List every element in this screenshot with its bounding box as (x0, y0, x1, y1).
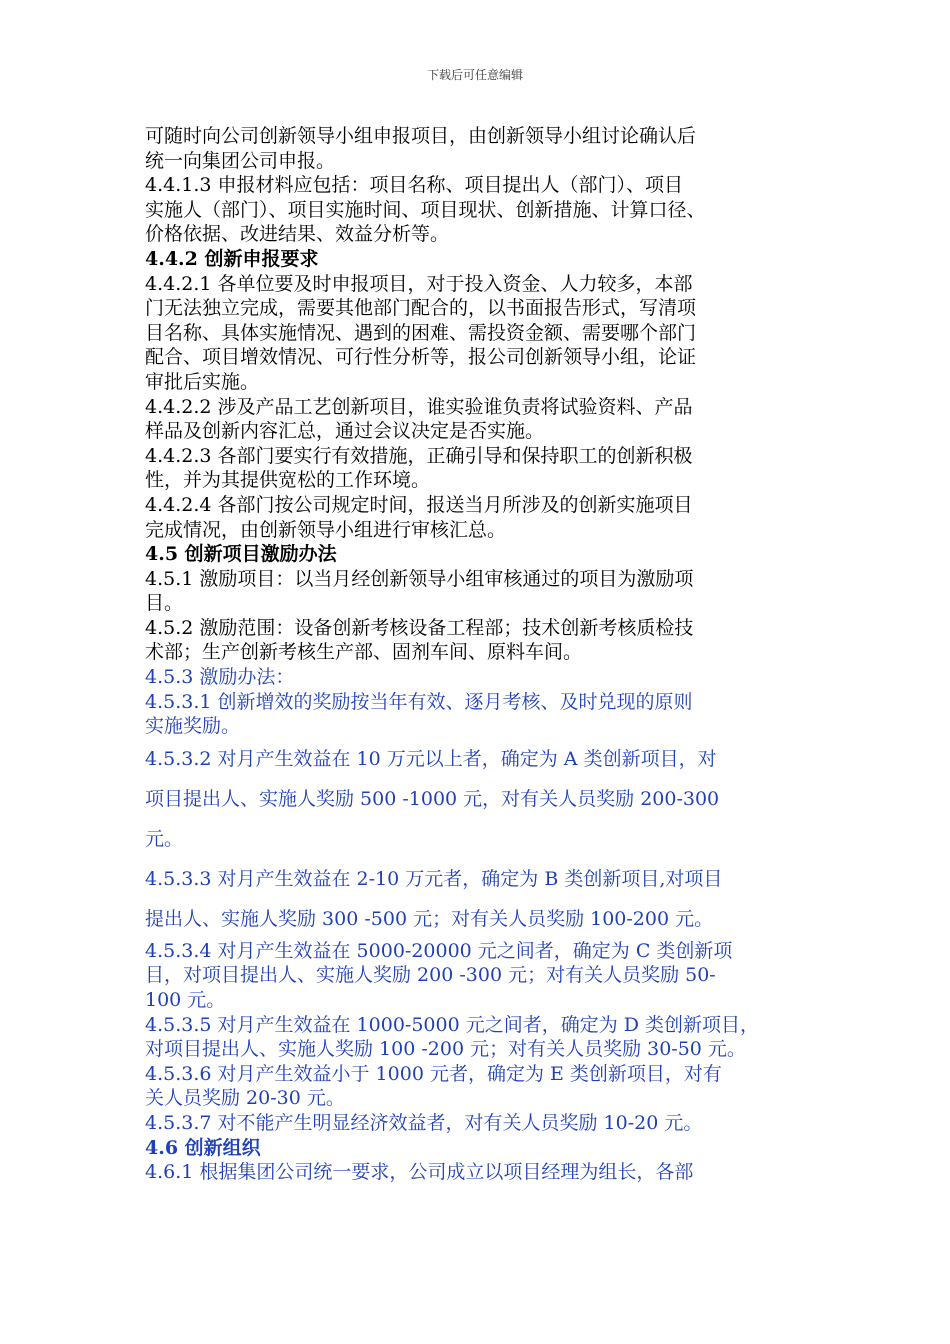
text-line: 统一向集团公司申报。 (145, 149, 336, 172)
text-line: 审批后实施。 (145, 370, 260, 393)
text-line: 4.5.3.2 对月产生效益在 10 万元以上者，确定为 A 类创新项目，对 (145, 747, 717, 770)
page-header: 下载后可任意编辑 (426, 68, 523, 82)
text-line: 4.5.3.3 对月产生效益在 2-10 万元者，确定为 B 类创新项目,对项目 (145, 867, 723, 890)
text-line: 4.4.1.3 申报材料应包括：项目名称、项目提出人（部门）、项目 (145, 174, 684, 197)
text-line: 4.4.2.2 涉及产品工艺创新项目，谁实验谁负责将试验资料、产品 (145, 395, 693, 418)
text-line: 100 元。 (145, 989, 226, 1012)
text-line: 4.5.2 激励范围：设备创新考核设备工程部；技术创新考核质检技 (145, 616, 694, 639)
text-line: 性，并为其提供宽松的工作环境。 (145, 469, 431, 492)
text-line: 提出人、实施人奖励 300 -500 元；对有关人员奖励 100-200 元。 (145, 907, 714, 930)
text-line: 4.4.2.4 各部门按公司规定时间，报送当月所涉及的创新实施项目 (145, 493, 693, 516)
text-line: 实施人（部门）、项目实施时间、项目现状、创新措施、计算口径、 (145, 198, 706, 221)
text-line: 门无法独立完成，需要其他部门配合的，以书面报告形式，写清项 (145, 297, 697, 320)
text-line: 对项目提出人、实施人奖励 100 -200 元；对有关人员奖励 30-50 元。 (145, 1038, 746, 1061)
text-line: 4.4.2.3 各部门要实行有效措施，正确引导和保持职工的创新积极 (145, 444, 693, 467)
text-line: 4.5.3.7 对不能产生明显经济效益者，对有关人员奖励 10-20 元。 (145, 1112, 703, 1134)
text-line: 4.6.1 根据集团公司统一要求，公司成立以项目经理为组长，各部 (145, 1161, 694, 1184)
text-line: 4.4.2.1 各单位要及时申报项目，对于投入资金、人力较多，本部 (145, 272, 693, 295)
section-heading: 4.6 创新组织 (145, 1136, 261, 1159)
section-heading: 4.5 创新项目激励办法 (145, 543, 337, 566)
text-line: 目。 (145, 592, 184, 615)
text-line: 元。 (145, 827, 184, 850)
text-line: 术部；生产创新考核生产部、固剂车间、原料车间。 (145, 641, 583, 664)
text-line: 4.5.3 激励办法： (145, 666, 295, 689)
text-line: 关人员奖励 20-30 元。 (145, 1087, 345, 1110)
text-line: 目，对项目提出人、实施人奖励 200 -300 元；对有关人员奖励 50- (145, 964, 716, 987)
text-line: 目名称、具体实施情况、遇到的困难、需投资金额、需要哪个部门 (145, 321, 697, 344)
text-line: 配合、项目增效情况、可行性分析等，报公司创新领导小组，论证 (145, 346, 697, 369)
text-line: 4.5.3.1 创新增效的奖励按当年有效、逐月考核、及时兑现的原则 (145, 690, 693, 713)
text-line: 完成情况，由创新领导小组进行审核汇总。 (145, 518, 507, 541)
text-line: 价格依据、改进结果、效益分析等。 (145, 223, 450, 246)
text-line: 样品及创新内容汇总，通过会议决定是否实施。 (145, 420, 545, 443)
document-body (145, 124, 825, 1185)
text-line: 可随时向公司创新领导小组申报项目，由创新领导小组讨论确认后 (145, 125, 697, 147)
text-line: 4.5.3.5 对月产生效益在 1000-5000 元之间者，确定为 D 类创新项目， (145, 1013, 760, 1036)
text-line: 项目提出人、实施人奖励 500 -1000 元，对有关人员奖励 200-300 (145, 787, 720, 810)
text-line: 4.5.1 激励项目：以当月经创新领导小组审核通过的项目为激励项 (145, 567, 694, 590)
text-line: 4.5.3.6 对月产生效益小于 1000 元者，确定为 E 类创新项目，对有 (145, 1062, 722, 1085)
text-line: 实施奖励。 (145, 715, 241, 738)
section-heading: 4.4.2 创新申报要求 (145, 247, 319, 270)
text-line: 4.5.3.4 对月产生效益在 5000-20000 元之间者，确定为 C 类创新项 (145, 939, 733, 962)
